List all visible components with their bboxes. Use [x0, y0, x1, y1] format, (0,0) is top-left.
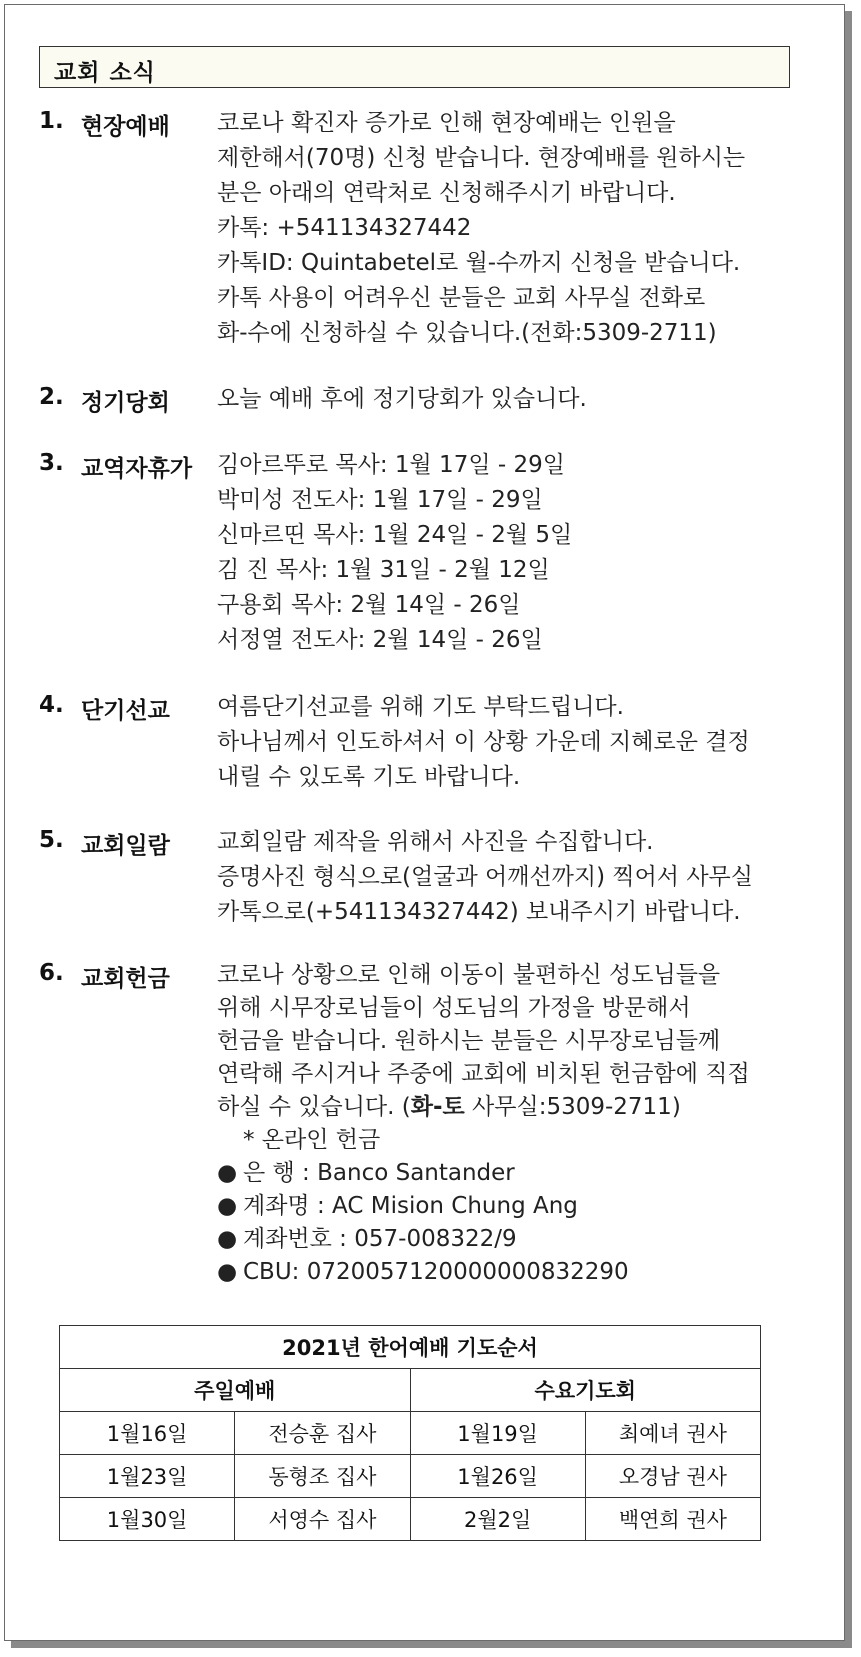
office-hours-pre: 하실 수 있습니다. (	[217, 1094, 411, 1120]
section-header	[39, 46, 790, 88]
item-line: 교회일람 제작을 위해서 사진을 수집합니다.	[217, 829, 654, 855]
item-line: 오늘 예배 후에 정기당회가 있습니다.	[217, 386, 587, 412]
sunday-leader: 전승훈 집사	[235, 1412, 410, 1455]
item-line: 하나님께서 인도하셔서 이 상황 가운데 지혜로운 결정	[217, 729, 750, 755]
sunday-date: 1월16일	[60, 1412, 235, 1455]
office-hours-post: 사무실:5309-2711)	[464, 1094, 681, 1120]
item-line: 카톡 사용이 어려우신 분들은 교회 사무실 전화로	[217, 285, 706, 311]
wednesday-leader: 오경남 권사	[585, 1455, 760, 1498]
item-line: 제한해서(70명) 신청 받습니다. 현장예배를 원하시는	[217, 145, 746, 171]
office-hours-days: 화-토	[410, 1094, 465, 1120]
item-line: 헌금을 받습니다. 원하시는 분들은 시무장로님들께	[217, 1028, 721, 1054]
bullet-icon: ●	[217, 1160, 238, 1186]
prayer-order-table	[59, 1325, 761, 1541]
bullet-icon: ●	[217, 1226, 238, 1252]
item-line: 카톡: +541134327442	[217, 215, 472, 241]
account-bullet	[217, 1257, 802, 1290]
account-number: 계좌번호 : 057-008322/9	[243, 1226, 517, 1252]
item-number: 3.	[39, 450, 64, 476]
table-row	[60, 1412, 761, 1455]
item-number: 4.	[39, 692, 64, 718]
item-line: 김 진 목사: 1월 31일 - 2월 12일	[217, 557, 550, 583]
item-line: 내릴 수 있도록 기도 바랍니다.	[217, 764, 521, 790]
item-heading: 교회일람	[81, 833, 170, 859]
item-line: 화-수에 신청하실 수 있습니다.(전화:5309-2711)	[217, 320, 717, 346]
wednesday-date: 1월19일	[410, 1412, 585, 1455]
item-heading: 교역자휴가	[81, 456, 193, 482]
item-line: 연락해 주시거나 주중에 교회에 비치된 헌금함에 직접	[217, 1061, 750, 1087]
item-line: 구용회 목사: 2월 14일 - 26일	[217, 592, 521, 618]
table-row	[60, 1498, 761, 1541]
account-bullet	[217, 1224, 802, 1257]
wednesday-leader: 최예녀 권사	[585, 1412, 760, 1455]
table-row	[60, 1455, 761, 1498]
item-heading: 정기당회	[81, 390, 170, 416]
sunday-leader: 동형조 집사	[235, 1455, 410, 1498]
item-line: 카톡으로(+541134327442) 보내주시기 바랍니다.	[217, 899, 741, 925]
item-number: 1.	[39, 108, 64, 134]
bank-name: 은 행 : Banco Santander	[243, 1160, 515, 1186]
sunday-service-header: 주일예배	[60, 1369, 411, 1412]
wednesday-prayer-header: 수요기도회	[410, 1369, 761, 1412]
bullet-icon: ●	[217, 1259, 238, 1285]
sunday-leader: 서영수 집사	[235, 1498, 410, 1541]
item-line: 카톡ID: Quintabetel로 월-수까지 신청을 받습니다.	[217, 250, 741, 276]
item-line: 코로나 상황으로 인해 이동이 불편하신 성도님들을	[217, 962, 721, 988]
account-holder: 계좌명 : AC Mision Chung Ang	[243, 1193, 578, 1219]
table-title: 2021년 한어예배 기도순서	[60, 1326, 761, 1369]
sunday-date: 1월30일	[60, 1498, 235, 1541]
item-line: 여름단기선교를 위해 기도 부탁드립니다.	[217, 694, 624, 720]
item-line: 신마르띤 목사: 1월 24일 - 2월 5일	[217, 522, 573, 548]
item-number: 2.	[39, 384, 64, 410]
account-bullet	[217, 1158, 802, 1191]
item-line: 서정열 전도사: 2월 14일 - 26일	[217, 627, 543, 653]
wednesday-date: 2월2일	[410, 1498, 585, 1541]
account-bullet	[217, 1191, 802, 1224]
online-offering-title: * 온라인 헌금	[243, 1127, 381, 1153]
cbu-number: CBU: 0720057120000000832290	[243, 1259, 629, 1285]
sunday-date: 1월23일	[60, 1455, 235, 1498]
item-number: 6.	[39, 960, 64, 986]
item-heading: 단기선교	[81, 698, 170, 724]
item-line: 위해 시무장로님들이 성도님의 가정을 방문해서	[217, 995, 691, 1021]
item-line: 분은 아래의 연락처로 신청해주시기 바랍니다.	[217, 180, 676, 206]
wednesday-leader: 백연희 권사	[585, 1498, 760, 1541]
item-line	[217, 1092, 802, 1125]
header-title: 교회 소식	[54, 60, 156, 86]
item-heading: 교회헌금	[81, 966, 170, 992]
item-line: 증명사진 형식으로(얼굴과 어깨선까지) 찍어서 사무실	[217, 864, 753, 890]
item-line: 박미성 전도사: 1월 17일 - 29일	[217, 487, 543, 513]
item-line: 코로나 확진자 증가로 인해 현장예배는 인원을	[217, 110, 676, 136]
wednesday-date: 1월26일	[410, 1455, 585, 1498]
item-number: 5.	[39, 827, 64, 853]
item-line: 김아르뚜로 목사: 1월 17일 - 29일	[217, 452, 565, 478]
item-heading: 현장예배	[81, 114, 170, 140]
bullet-icon: ●	[217, 1193, 238, 1219]
